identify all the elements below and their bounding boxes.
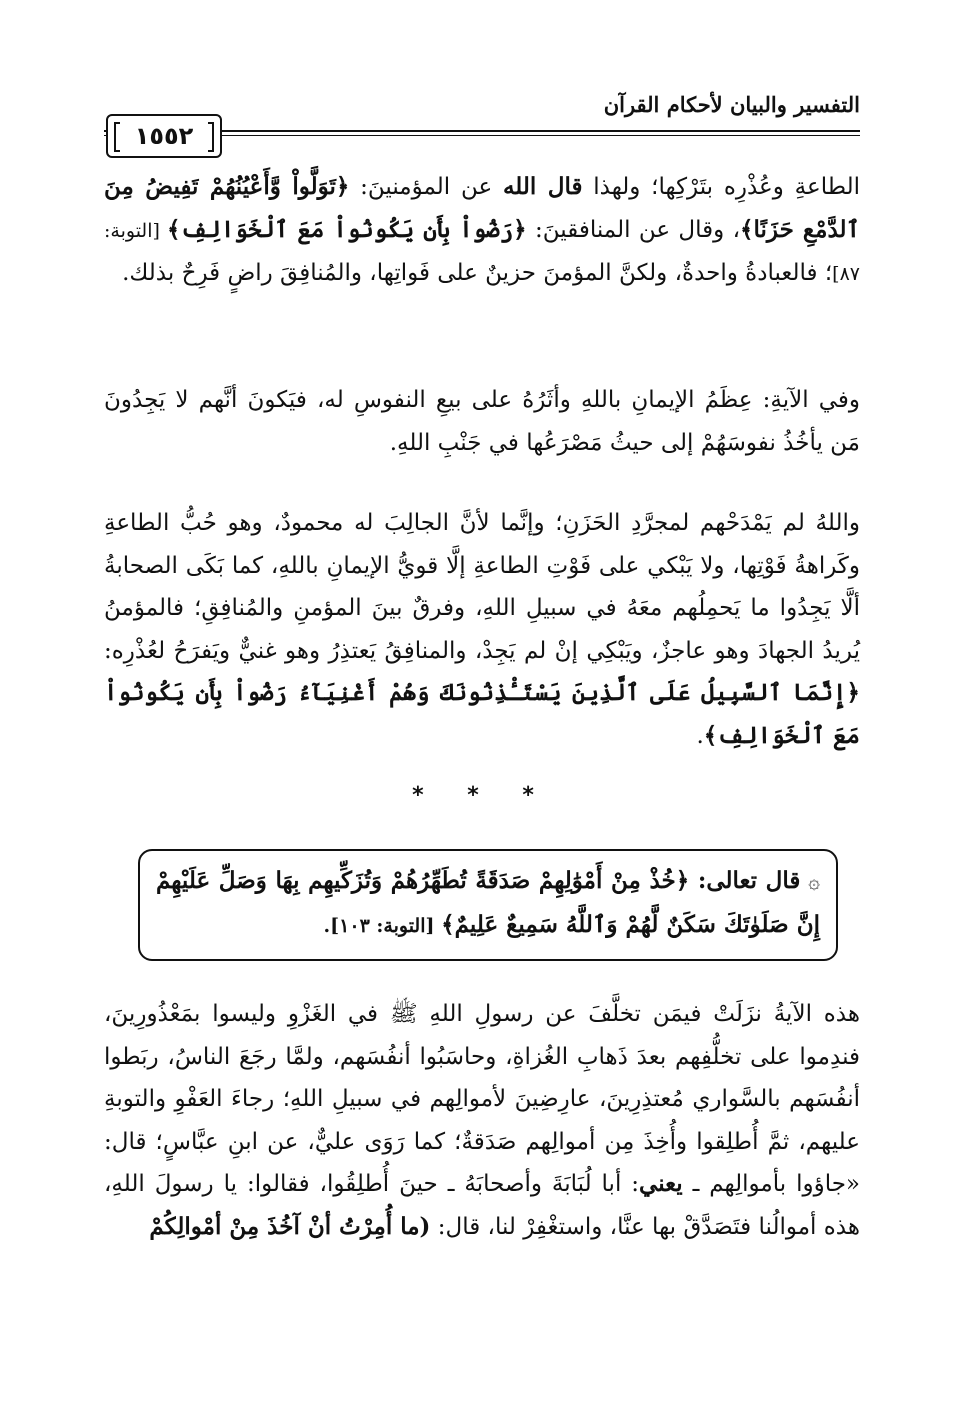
text: الطاعةِ وعُذْرِه بتَرْكِها؛ ولهذا	[582, 174, 860, 200]
quran-quote: ﴿إِنَّمَا ٱلسَّبِيلُ عَلَى ٱلَّذِينَ يَسْتَـْٔذِنُونَكَ وَهُمْ أَغْنِيَآءُ رَضُواْ بِأَن يَكُونُواْ مَعَ ٱلْخَوَالِفِ﴾	[104, 679, 860, 749]
page-number: ١٥٥٢	[106, 114, 222, 158]
running-title: التفسير والبيان لأحكام القرآن	[603, 92, 860, 117]
verse-reference: [التوبة: ٨٧]	[104, 219, 860, 286]
bold-text: يعني	[639, 1170, 683, 1198]
quran-quote: ﴿رَضُواْ بِأَن يَكُونُواْ مَعَ ٱلْخَوَالِفِ﴾	[167, 215, 527, 243]
page-header	[104, 92, 860, 162]
quran-quote: ﴿تَوَلَّواْ وَّأَعْيُنُهُمْ تَفِيضُ مِنَ ٱلدَّمْعِ حَزَنًا﴾	[104, 173, 860, 243]
text: ، وقال عن المنافقينَ:	[526, 216, 741, 243]
text: وفي الآيةِ: عِظَمُ الإيمانِ باللهِ وأثَرُهُ على بيعِ النفوسِ له، فيَكونَ أنَّهم لا يَجِدُونَ مَن يأخُذُ نفوسَهُمْ إلى حيثُ مَصْرَعُها في جَنْبِ اللهِ.	[104, 387, 860, 456]
bold-text: قال الله	[502, 173, 583, 200]
verse-reference: [التوبة: ١٠٣].	[323, 915, 442, 937]
paragraph-4	[104, 993, 890, 1249]
paragraph-3	[104, 502, 890, 758]
text: واللهُ لم يَمْدَحْهم لمجرَّدِ الحَزَنِ؛ وإنَّما لأنَّ الجالِبَ له محمودٌ، وهو حُبُّ الطاعةِ وكَراهةُ فَوْتِها، ولا يَبْكي على فَوْتِ الطاعةِ إلَّا قويُّ الإيمانِ باللهِ، كما بَكَى الصحابةُ ألَّا يَجِدُوا ما يَحمِلُهم معَهُ في سبيلِ اللهِ، وفرقٌ بينَ المؤمنِ والمُنافِقِ؛ فالمؤمنُ يُريدُ الجهادَ وهو عاجزٌ، ويَبْكِي إنْ لم يَجِدْ، والمنافِقُ يَعتذِرُ وهو غنيٌّ ويَفرَحُ لعُذْرِه:	[104, 510, 860, 664]
bold-hadith: (ما أُمِرْتُ أنْ آخُذَ مِنْ أمْوالِكُمْ	[149, 1212, 431, 1240]
paragraph-2	[104, 379, 890, 464]
text: .	[696, 722, 704, 749]
verse-marker-icon: ۞	[808, 869, 820, 893]
verse-box	[138, 849, 838, 961]
text: : أبا لُبَابَةَ وأصحابَهُ ـ حينَ أُطلِقُوا، فقالوا: يا رسولَ اللهِ، هذه أموالُنا فتَصَدَّقْ بها عنَّا، واستغْفِرْ لنا، قال:	[104, 1171, 860, 1240]
text: عن المؤمنينَ:	[349, 174, 503, 200]
paragraph-1	[104, 166, 860, 296]
text: هذه الآيةُ نزَلَتْ فيمَن تخلَّفَ عن رسولِ اللهِ ﷺ في الغَزْوِ وليسوا بمَعْذُورِينَ، فندِموا على تخلُّفِهم بعدَ ذَهابِ الغُزاةِ، وحاسَبُوا أنفُسَهم، ولمَّا رجَعَ الناسُ، ربَطوا أنفُسَهم بالسَّواري مُعتذِرِينَ، عارِضِينَ لأموالِهم في سبيلِ اللهِ؛ رجاءَ العَفْوِ والتوبةِ عليهم، ثمَّ أُطلِقوا وأُخِذَ مِن أموالِهم صَدَقةٌ؛ كما رَوَى عليٌّ، عن ابنِ عبَّاسٍ؛ قال: «جاؤوا بأموالِهم ـ	[104, 1001, 860, 1198]
verse-lead: قال تعالى:	[689, 867, 801, 894]
section-separator: * * *	[412, 783, 552, 808]
text: ؛ فالعبادةُ واحدةٌ، ولكنَّ المؤمنَ حزينٌ على فَواتِها، والمُنافِقَ راضٍ فَرِحٌ بذلك.	[122, 260, 833, 287]
quran-verse: ﴿خُذْ مِنْ أَمْوَٰلِهِمْ صَدَقَةً تُطَهِّرُهُمْ وَتُزَكِّيهِم بِهَا وَصَلِّ عَلَيْهِمْ إِنَّ صَلَوٰتَكَ سَكَنٌ لَّهُمْ وَٱللَّهُ سَمِيعٌ عَلِيمٌ﴾	[156, 867, 820, 938]
